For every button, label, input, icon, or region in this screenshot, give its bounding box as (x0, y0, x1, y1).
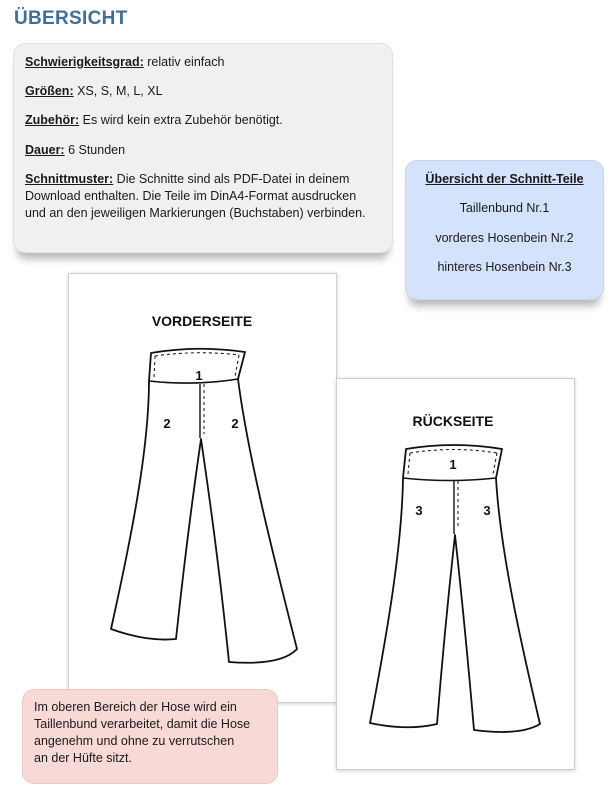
pattern-label: Schnittmuster: (25, 172, 114, 186)
sizes-value: XS, S, M, L, XL (73, 84, 163, 98)
back-view-panel (336, 378, 575, 770)
duration-value: 6 Stunden (64, 143, 126, 157)
note-line-1: Im oberen Bereich der Hose wird ein (34, 700, 237, 714)
sizes-row (25, 83, 163, 100)
part-item: hinteres Hosenbein Nr.3 (437, 260, 572, 274)
note-line-3: angenehm und ohne zu verrutschen (34, 734, 235, 748)
front-leg-left-label: 2 (163, 416, 171, 431)
duration-label: Dauer: (25, 143, 65, 157)
pattern-line-1: Die Schnitte sind als PDF-Datei in deinem (113, 172, 350, 186)
note-line-4: an der Hüfte sitzt. (34, 751, 132, 765)
back-leg-left-label: 3 (415, 503, 423, 518)
accessories-row (25, 112, 283, 129)
part-item: vorderes Hosenbein Nr.2 (435, 231, 574, 245)
note-line-2: Taillenbund verarbeitet, damit die Hose (34, 717, 251, 731)
difficulty-label: Schwierigkeitsgrad: (25, 55, 144, 69)
project-info-box (13, 43, 393, 253)
back-title: RÜCKSEITE (412, 413, 494, 429)
difficulty-row (25, 54, 224, 71)
duration-row (25, 142, 125, 159)
back-waistband-label: 1 (449, 457, 457, 472)
sizes-label: Größen: (25, 84, 74, 98)
front-pants-outline (111, 349, 297, 663)
page-title: ÜBERSICHT (14, 8, 128, 29)
pattern-line-3: und an den jeweiligen Markierungen (Buchstaben) verbinden. (25, 206, 366, 220)
front-leg-right-label: 2 (231, 416, 239, 431)
difficulty-value: relativ einfach (143, 55, 225, 69)
accessories-value: Es wird kein extra Zubehör benötigt. (79, 113, 283, 127)
front-pants-illustration (69, 274, 336, 702)
parts-heading: Übersicht der Schnitt-Teile (425, 172, 584, 186)
front-title: VORDERSEITE (151, 313, 253, 329)
pattern-line-2: Download enthalten. Die Teile im DinA4-Format ausdrucken (25, 189, 357, 203)
waistband-note-box (22, 689, 278, 784)
back-leg-right-label: 3 (483, 503, 491, 518)
pattern-row (25, 171, 366, 222)
back-pants-illustration (337, 379, 574, 769)
back-pants-outline (370, 445, 540, 732)
front-view-panel (68, 273, 337, 703)
pattern-parts-box (405, 160, 604, 300)
part-item: Taillenbund Nr.1 (459, 201, 550, 215)
front-waistband-label: 1 (195, 368, 203, 383)
waistband-note-text (34, 699, 272, 767)
accessories-label: Zubehör: (25, 113, 80, 127)
